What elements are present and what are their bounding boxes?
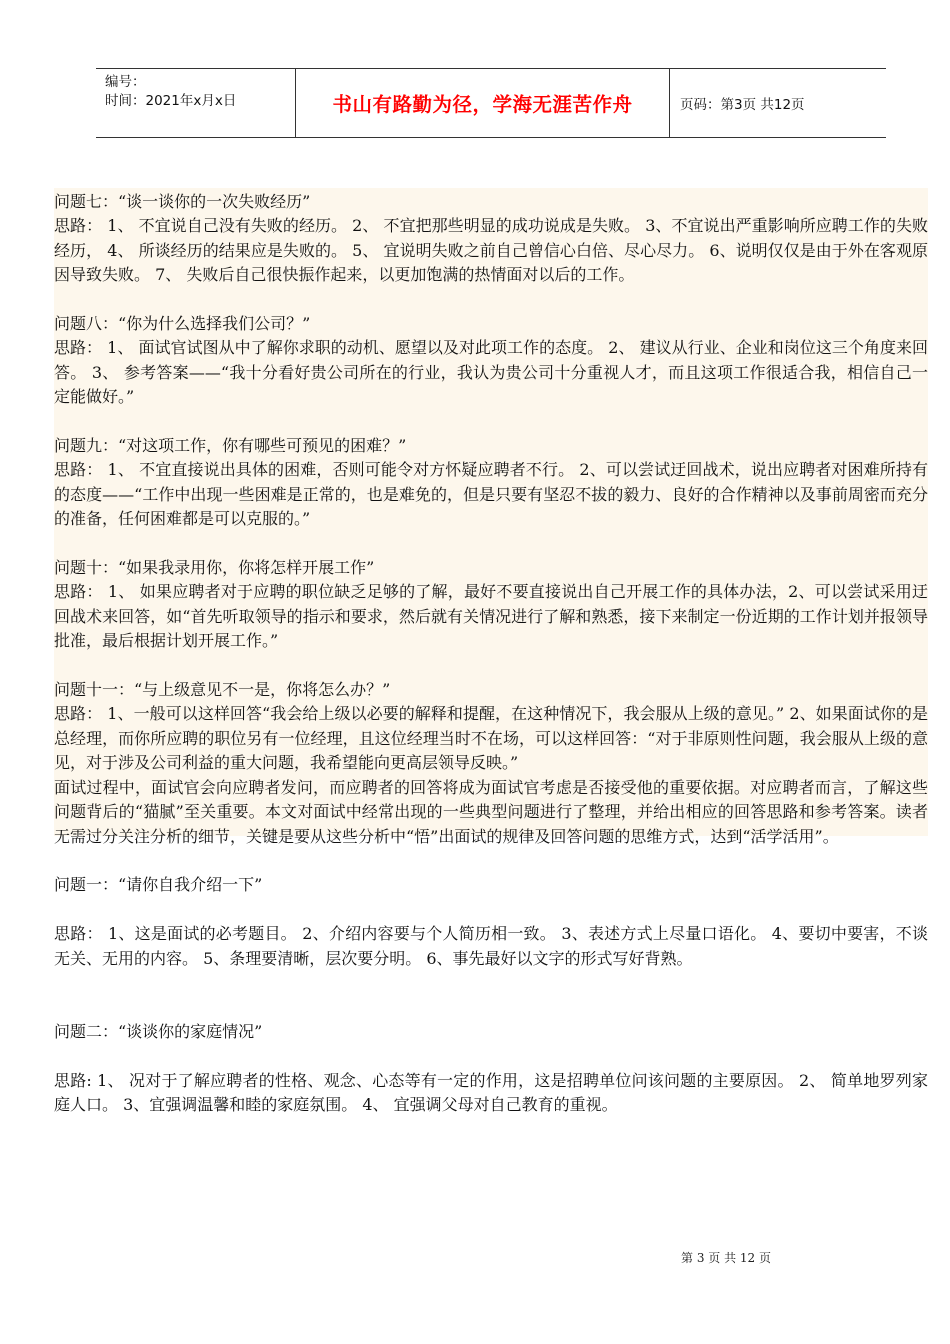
header-motto: 书山有路勤为径，学海无涯苦作舟 [296,69,670,137]
header-date: 时间：2021年x月x日 [105,93,237,109]
header-meta [96,69,296,137]
answer-paragraph: 思路： 1、 不宜说自己没有失败的经历。 2、 不宜把那些明显的成功说成是失败。 3、不宜说出严重影响所应聘工作的失败经历， 4、 所谈经历的结果应是失败的。 5、 宜说明失败之前自己曾信心白倍、尽心尽力。 6、说明仅仅是由于外在客观原因导致失败。 7、 失败后自己很快振作起来，以更加饱满的热情面对以后的工作。 [54,216,928,285]
question-heading: 问题十一：“与上级意见不一是，你将怎么办？” [54,680,391,700]
page-footer: 第 3 页 共 12 页 [681,1251,771,1265]
question-heading: 问题七：“谈一谈你的一次失败经历” [54,192,311,211]
header-number-label: 编号： [105,74,146,90]
document-header [96,68,886,138]
answer-paragraph: 思路： 1、 如果应聘者对于应聘的职位缺乏足够的了解，最好不要直接说出自己开展工作的具体办法，2、可以尝试采用迂回战术来回答，如“首先听取领导的指示和要求，然后就有关情况进行了解和熟悉，接下来制定一份近期的工作计划并报领导批准，最后根据计划开展工作。” [54,582,928,651]
answer-paragraph: 思路： 1、 面试官试图从中了解你求职的动机、愿望以及对此项工作的态度。 2、 建议从行业、企业和岗位这三个角度来回答。 3、 参考答案——“我十分看好贵公司所在的行业，我认为贵公司十分重视人才，而且这项工作很适合我，相信自己一定能做好。” [54,338,928,407]
question-heading: 问题二：“谈谈你的家庭情况” [54,1021,263,1041]
answer-paragraph: 思路： 1、这是面试的必考题目。 2、介绍内容要与个人简历相一致。 3、表述方式上尽量口语化。 4、要切中要害，不谈无关、无用的内容。 5、条理要清晰，层次要分明。 6、事先最好以文字的形式写好背熟。 [54,924,928,968]
intro-paragraph: 面试过程中，面试官会向应聘者发问，而应聘者的回答将成为面试官考虑是否接受他的重要依据。对应聘者而言，了解这些问题背后的“猫腻”至关重要。本文对面试中经常出现的一些典型问题进行了整理，并给出相应的回答思路和参考答案。读者无需过分关注分析的细节，关键是要从这些分析中“悟”出面试的规律及回答问题的思维方式，达到“活学活用”。 [54,777,928,846]
question-heading: 问题九：“对这项工作，你有哪些可预见的困难？” [54,436,407,456]
answer-paragraph: 思路： 1、一般可以这样回答“我会给上级以必要的解释和提醒，在这种情况下，我会服从上级的意见。” 2、如果面试你的是总经理，而你所应聘的职位另有一位经理，且这位经理当时不在场，可以这样回答：“对于非原则性问题，我会服从上级的意见，对于涉及公司利益的重大问题，我希望能向更高层领导反映。” [54,704,928,773]
header-page-info: 页码：第3页 共12页 [680,97,805,113]
question-heading: 问题十：“如果我录用你，你将怎样开展工作” [54,558,375,578]
document-body [54,190,928,1117]
question-heading: 问题八：“你为什么选择我们公司？” [54,314,311,334]
answer-paragraph: 思路: 1、 况对于了解应聘者的性格、观念、心态等有一定的作用，这是招聘单位问该问题的主要原因。 2、 简单地罗列家庭人口。 3、宜强调温馨和睦的家庭氛围。 4、 宜强调父母对自己教育的重视。 [54,1070,928,1114]
answer-paragraph: 思路： 1、 不宜直接说出具体的困难，否则可能令对方怀疑应聘者不行。 2、可以尝试迂回战术，说出应聘者对困难所持有的态度——“工作中出现一些困难是正常的，也是难免的，但是只要有坚忍不拔的毅力、良好的合作精神以及事前周密而充分的准备，任何困难都是可以克服的。” [54,460,928,529]
question-heading: 问题一：“请你自我介绍一下” [54,875,263,895]
